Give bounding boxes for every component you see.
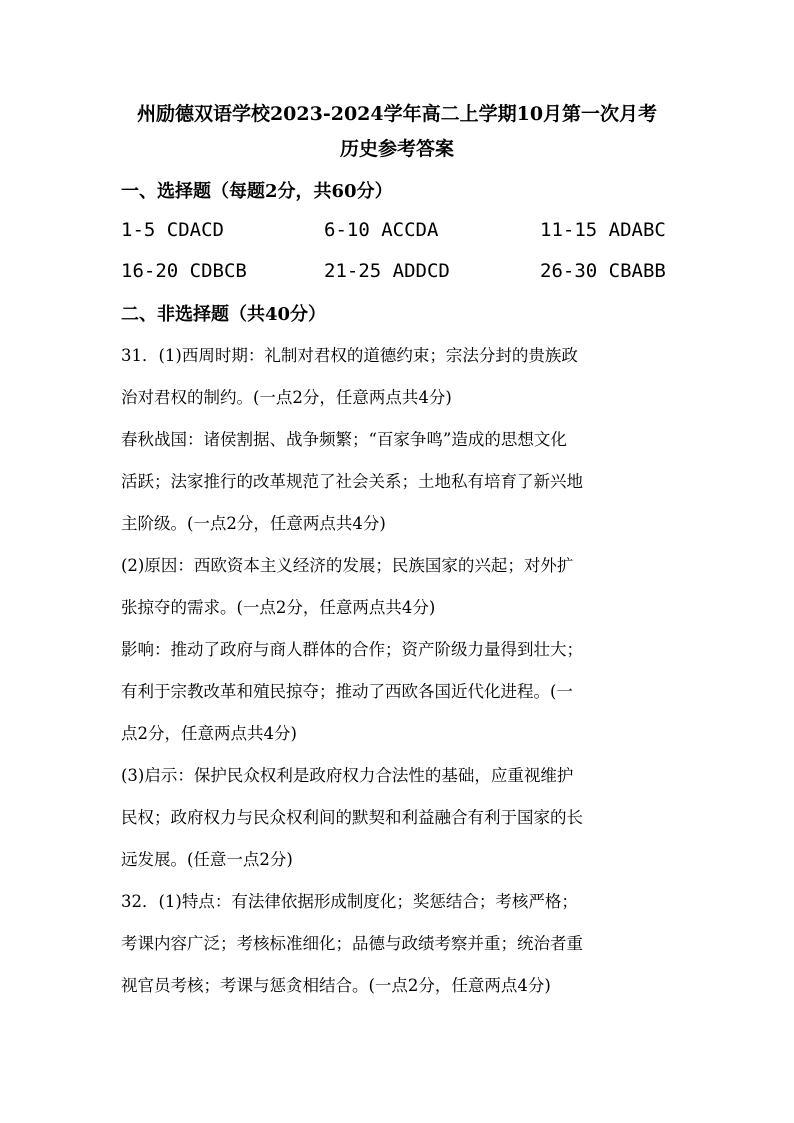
document-title: 州励德双语学校2023-2024学年高二上学期10月第一次月考 (136, 103, 658, 125)
section-heading-non-choice: 二、非选择题（共40分） (121, 304, 327, 325)
text-line: 远发展。(任意一点2分) (121, 850, 293, 869)
text-line: 民权；政府权力与民众权利间的默契和利益融合有利于国家的长 (121, 808, 583, 827)
answer-group: 6-10 ACCDA (324, 219, 439, 241)
text-line: 活跃；法家推行的改革规范了社会关系；土地私有培育了新兴地 (121, 472, 583, 491)
text-line: 有利于宗教改革和殖民掠夺；推动了西欧各国近代化进程。(一 (121, 682, 573, 701)
text-line: (3)启示：保护民众权利是政府权力合法性的基础，应重视维护 (121, 766, 574, 785)
text-line: 视官员考核；考课与惩贪相结合。(一点2分，任意两点4分) (121, 976, 551, 995)
text-line: 31．(1)西周时期：礼制对君权的道德约束；宗法分封的贵族政 (121, 346, 578, 365)
answer-group: 1-5 CDACD (121, 219, 224, 241)
section-heading-multiple-choice: 一、选择题（每题2分，共60分） (121, 181, 393, 202)
answer-group: 21-25 ADDCD (324, 260, 450, 282)
document-subtitle: 历史参考答案 (339, 138, 454, 160)
text-line: 32．(1)特点：有法律依据形成制度化；奖惩结合；考核严格； (121, 892, 578, 911)
text-line: 影响：推动了政府与商人群体的合作；资产阶级力量得到壮大； (121, 640, 583, 659)
answer-group: 11-15 ADABC (540, 219, 666, 241)
text-line: 春秋战国：诸侯割据、战争频繁；“百家争鸣”造成的思想文化 (121, 430, 567, 449)
text-line: 主阶级。(一点2分，任意两点共4分) (121, 514, 386, 533)
text-line: (2)原因：西欧资本主义经济的发展；民族国家的兴起；对外扩 (121, 556, 574, 575)
answer-group: 26-30 CBABB (540, 260, 666, 282)
text-line: 考课内容广泛；考核标准细化；品德与政绩考察并重；统治者重 (121, 934, 583, 953)
text-line: 点2分，任意两点共4分) (121, 724, 297, 743)
text-line: 治对君权的制约。(一点2分，任意两点共4分) (121, 388, 452, 407)
answer-group: 16-20 CDBCB (121, 260, 247, 282)
text-line: 张掠夺的需求。(一点2分，任意两点共4分) (121, 598, 436, 617)
